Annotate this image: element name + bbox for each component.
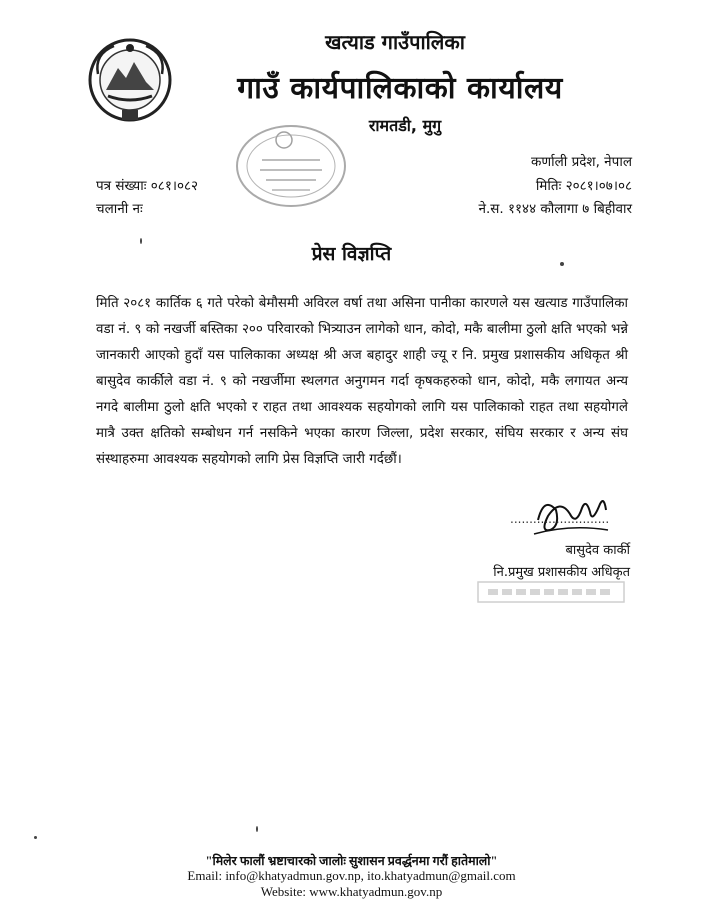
press-release-body: मिति २०८१ कार्तिक ६ गते परेको बेमौसमी अविरल वर्षा तथा असिना पानीका कारणले यस खत्याड गाउँपालिका वडा नं. ९ को नखर्जी बस्तिका २०० परिवारको भित्र्याउन लागेको धान, कोदो, मकै बालीमा ठुलो क्षति भएको भन्ने जानकारी आएको हुदाँ यस पालिकाका अध्यक्ष श्री अज बहादुर शाही ज्यू र नि. प्रमुख प्रशासकीय अधिकृत श्री बासुदेव कार्कीले वडा नं. ९ को नखर्जीमा स्थलगत अनुगमन गर्दा कृषकहरुको धान, कोदो, मकै लगायत अन्य नगदे बालीमा ठुलो क्षति भएको र राहत तथा आवश्यक सहयोगको लागि यस पालिकाको राहत तथा सहयोगले मात्रै उक्त क्षतिको सम्बोधन गर्न नसकिने भएका कारण जिल्ला, प्रदेश सरकार, संघिय सरकार र अन्य संघ संस्थाहरुमा आवश्यक सहयोगको लागि प्रेस विज्ञप्ति जारी गर्दछौं। bbox=[96, 296, 628, 467]
nepal-sambat-date: ने.स. ११४४ कौलागा ७ बिहीवार bbox=[478, 201, 632, 217]
office-title: गाउँ कार्यपालिकाको कार्यालय bbox=[237, 71, 563, 106]
footer-website: Website: www.khatyadmun.gov.np bbox=[260, 884, 443, 899]
province: कर्णाली प्रदेश, नेपाल bbox=[531, 154, 632, 170]
signature-line: .......................... bbox=[510, 512, 610, 526]
signatory-title: नि.प्रमुख प्रशासकीय अधिकृत bbox=[493, 565, 630, 580]
signatory-name: बासुदेव कार्की bbox=[565, 543, 630, 558]
scan-speck bbox=[34, 836, 37, 839]
footer-email: Email: info@khatyadmun.gov.np, ito.khatyadmun@gmail.com bbox=[187, 868, 516, 883]
designation-stamp-icon bbox=[476, 578, 626, 606]
footer-motto: "मिलेर फालौं भ्रष्टाचारको जालोः सुशासन प्रवर्द्धनमा गरौं हातेमालो" bbox=[205, 854, 498, 868]
government-emblem-icon bbox=[84, 34, 176, 126]
letter-number: पत्र संख्याः ०८१।०८२ bbox=[96, 178, 199, 194]
scan-speck bbox=[256, 826, 258, 832]
office-place: रामतडी, मुगु bbox=[368, 116, 442, 135]
document-heading: प्रेस विज्ञप्ति bbox=[311, 243, 392, 265]
office-seal-icon bbox=[232, 120, 350, 212]
dispatch-number: चलानी नः bbox=[96, 201, 143, 217]
office-name: खत्याड गाउँपालिका bbox=[325, 30, 465, 54]
letter-date: मितिः २०८१।०७।०८ bbox=[535, 178, 632, 194]
